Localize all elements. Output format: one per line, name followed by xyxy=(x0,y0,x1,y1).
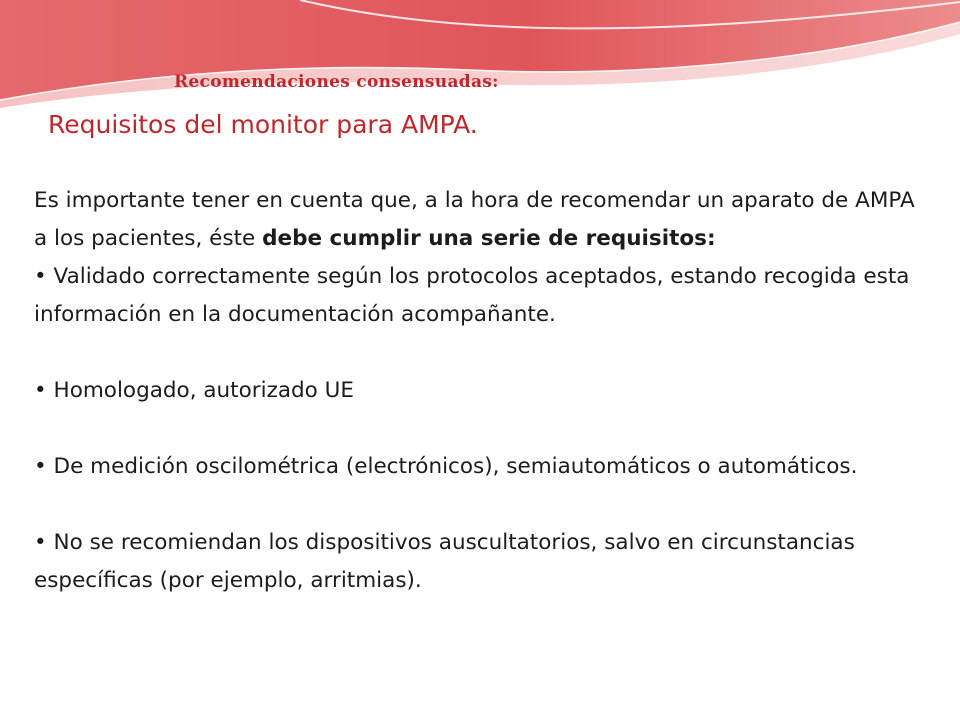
bullet-item xyxy=(34,524,934,600)
bullet-text: Homologado, autorizado UE xyxy=(53,378,354,403)
slide-body xyxy=(34,182,934,600)
bullet-text: No se recomiendan los dispositivos auscultatorios, salvo en circunstancias específicas (por ejemplo, arritmias). xyxy=(34,530,855,593)
slide-title: Requisitos del monitor para AMPA. xyxy=(48,110,478,139)
intro-text: Es importante tener en cuenta que, a la hora de recomendar un aparato de AMPA a los pacientes, éste xyxy=(34,188,915,251)
bullet-item xyxy=(34,258,934,334)
slide-kicker: Recomendaciones consensuadas: xyxy=(174,72,499,92)
bullet-text: De medición oscilométrica (electrónicos), semiautomáticos o automáticos. xyxy=(53,454,858,479)
intro-paragraph xyxy=(34,182,934,258)
bullet-item xyxy=(34,448,934,486)
intro-emphasis: debe cumplir una serie de requisitos: xyxy=(262,226,716,251)
bullet-text: Validado correctamente según los protocolos aceptados, estando recogida esta información en la documentación acompañante. xyxy=(34,264,910,327)
bullet-item xyxy=(34,372,934,410)
